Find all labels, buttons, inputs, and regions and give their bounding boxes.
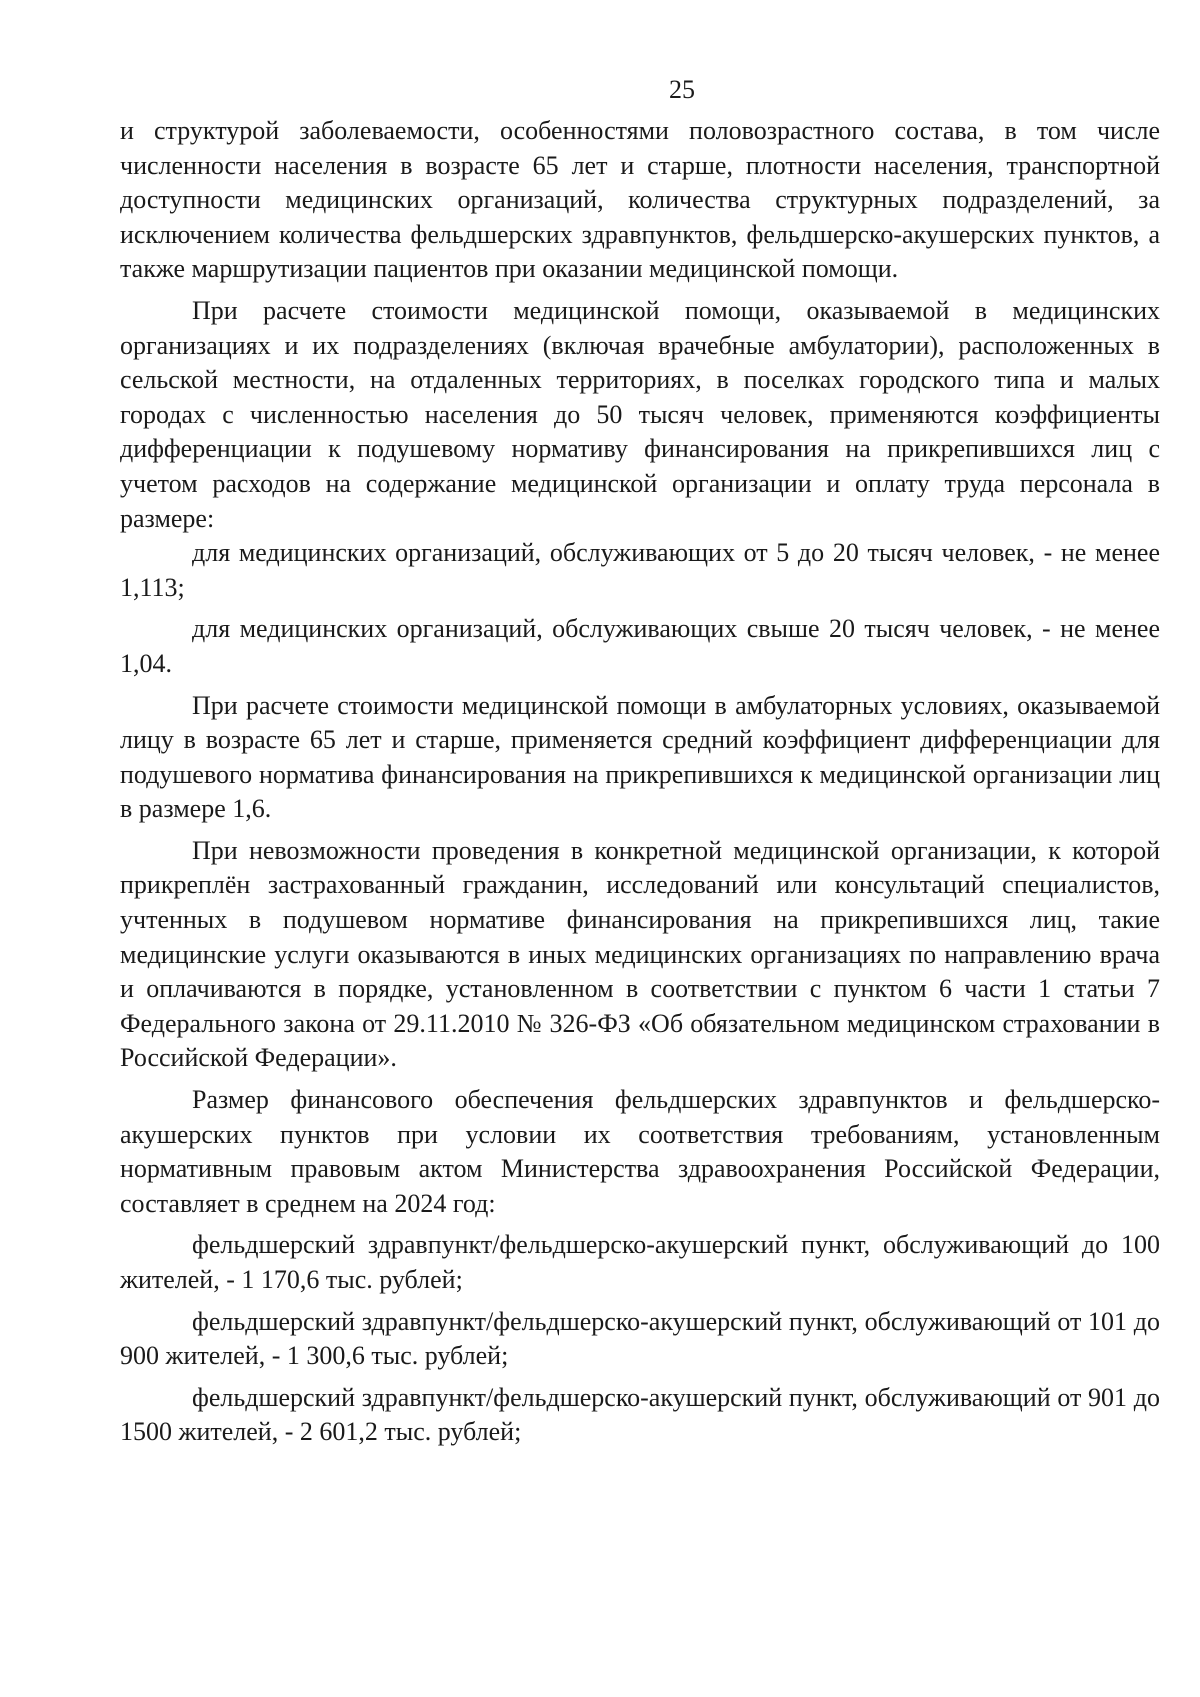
page-number: 25 — [669, 75, 695, 104]
paragraph-continuation: и структурой заболеваемости, особенностями половозрастного состава, в том числе численности населения в возрасте 65 лет и старше, плотности населения, транспортной доступности медицинских организаций, количества структурных подразделений, за исключением количества фельдшерских здравпунктов, фельдшерско-акушерских пунктов, а также маршрутизации пациентов при оказании медицинской помощи. — [120, 116, 1160, 284]
paragraph-fap-101-900: фельдшерский здравпункт/фельдшерско-акушерский пункт, обслуживающий от 101 до 900 жителей, - 1 300,6 тыс. рублей; — [120, 1306, 1160, 1371]
document-page — [120, 74, 1160, 1450]
paragraph-age-65-coefficient: При расчете стоимости медицинской помощи в амбулаторных условиях, оказываемой лицу в возрасте 65 лет и старше, применяется средний коэффициент дифференциации для подушевого норматива финансирования на прикрепившихся к медицинской организации лиц в размере 1,6. — [120, 690, 1160, 824]
paragraph-rural-coefficients: При расчете стоимости медицинской помощи, оказываемой в медицинских организациях и их подразделениях (включая врачебные амбулатории), расположенных в сельской местности, на отдаленных территориях, в поселках городского типа и малых городах с численностью населения до 50 тысяч человек, применяются коэффициенты дифференциации к подушевому нормативу финансирования на прикрепившихся лиц с учетом расходов на содержание медицинской организации и оплату труда персонала в размере: — [120, 295, 1160, 533]
paragraph-fap-financing: Размер финансового обеспечения фельдшерских здравпунктов и фельдшерско-акушерских пунктов при условии их соответствия требованиям, установленным нормативным правовым актом Министерства здравоохранения Российской Федерации, составляет в среднем на 2024 год: — [120, 1085, 1160, 1218]
paragraph-coefficient-5-20k: для медицинских организаций, обслуживающих от 5 до 20 тысяч человек, - не менее 1,113; — [120, 538, 1160, 602]
paragraph-other-organizations: При невозможности проведения в конкретной медицинской организации, к которой прикреплён застрахованный гражданин, исследований или консультаций специалистов, учтенных в подушевом нормативе финансирования на прикрепившихся лиц, такие медицинские услуги оказываются в иных медицинских организациях по направлению врача и оплачиваются в порядке, установленном в соответствии с пунктом 6 части 1 статьи 7 Федерального закона от 29.11.2010 № 326-ФЗ «Об обязательном медицинском страховании в Российской Федерации». — [120, 835, 1160, 1073]
paragraph-fap-901-1500: фельдшерский здравпункт/фельдшерско-акушерский пункт, обслуживающий от 901 до 1500 жителей, - 2 601,2 тыс. рублей; — [120, 1382, 1160, 1447]
paragraph-coefficient-over-20k: для медицинских организаций, обслуживающих свыше 20 тысяч человек, - не менее 1,04. — [120, 614, 1160, 678]
paragraph-fap-up-to-100: фельдшерский здравпункт/фельдшерско-акушерский пункт, обслуживающий до 100 жителей, - 1 170,6 тыс. рублей; — [120, 1230, 1160, 1294]
